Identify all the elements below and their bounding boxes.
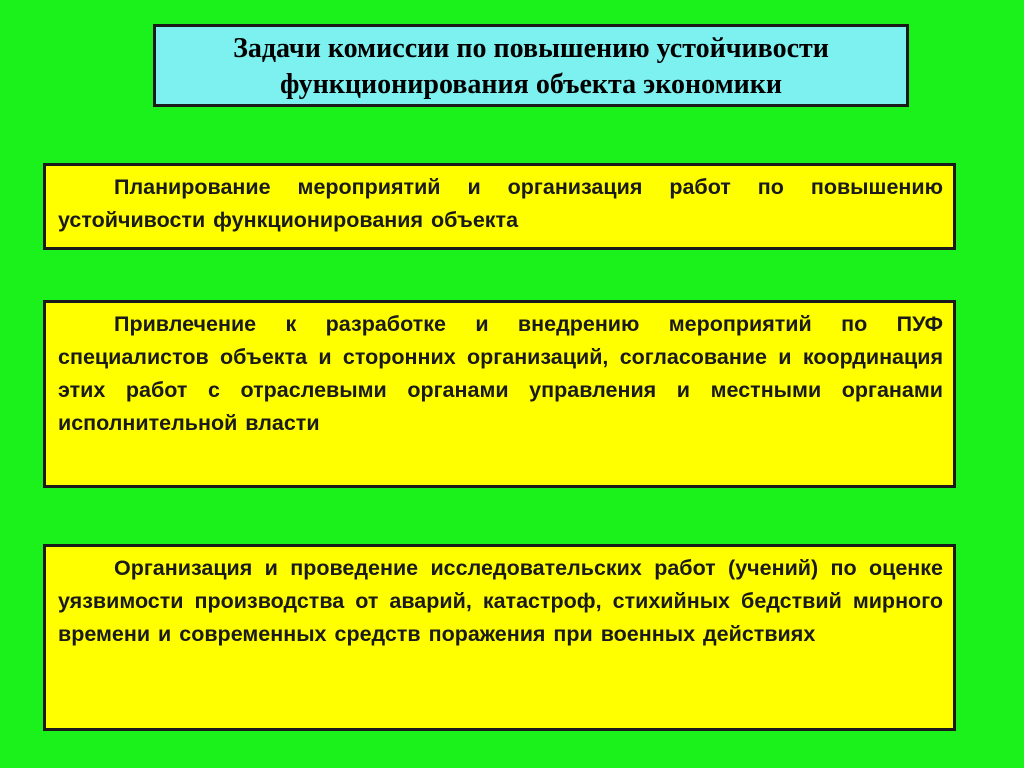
task-text-specialists: Привлечение к разработке и внедрению мероприятий по ПУФ специалистов объекта и сторонних организаций, согласование и координация этих работ с отраслевыми органами управления и местными органами исполнительной власти	[58, 312, 943, 435]
slide-title-line-1: Задачи комиссии по повышению устойчивости	[233, 32, 829, 64]
task-box-research	[43, 544, 956, 731]
task-box-specialists	[43, 300, 956, 488]
task-text-research: Организация и проведение исследовательских работ (учений) по оценке уязвимости производства от аварий, катастроф, стихийных бедствий мирного времени и современных средств поражения при военных действиях	[58, 556, 943, 646]
task-box-planning	[43, 163, 956, 250]
task-text-planning: Планирование мероприятий и организация работ по повышению устойчивости функционирования объекта	[58, 175, 943, 232]
slide-title-box	[153, 24, 909, 107]
slide-title-line-2: функционирования объекта экономики	[279, 68, 783, 100]
slide-title	[233, 31, 829, 103]
